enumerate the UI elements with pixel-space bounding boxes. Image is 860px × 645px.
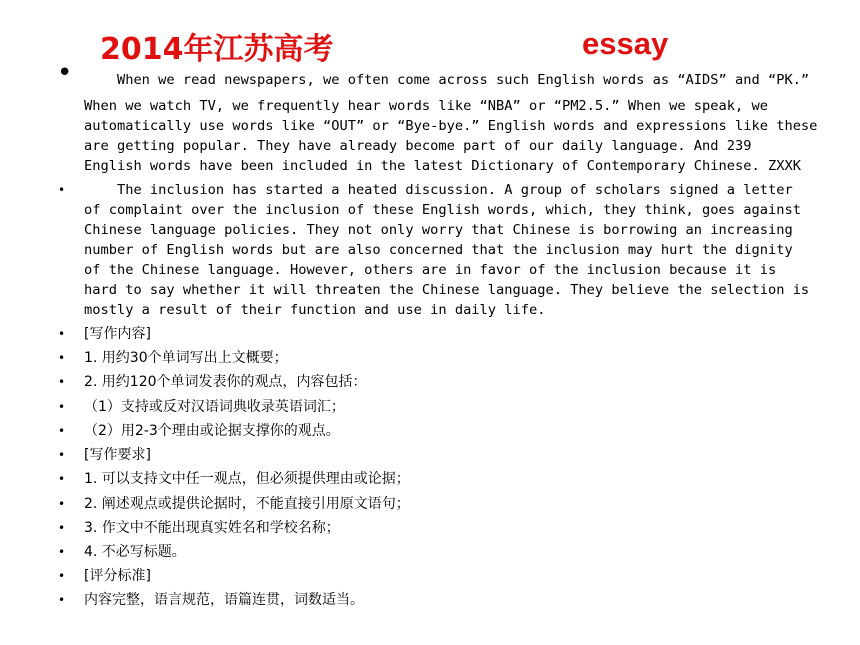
requirement-item: 1. 可以支持文中任一观点，但必须提供理由或论据；	[84, 471, 410, 487]
section-heading-scoring: [评分标准]	[84, 568, 151, 584]
passage-line: of the Chinese language. However, others are in favor of the inclusion because it is	[84, 262, 777, 278]
bullet-icon: •	[58, 593, 66, 607]
requirement-item: 2. 阐述观点或提供论据时，不能直接引用原文语句；	[84, 496, 410, 512]
bullet-icon: •	[58, 569, 66, 583]
requirement-item: 4. 不必写标题。	[84, 544, 186, 560]
bullet-icon: •	[58, 327, 66, 341]
requirement-item: 1. 用约30个单词写出上文概要；	[84, 350, 288, 366]
bullet-icon: •	[58, 375, 66, 389]
passage-line: number of English words but are also concerned that the inclusion may hurt the dignity	[84, 242, 793, 258]
bullet-icon: •	[58, 472, 66, 486]
requirement-item: 2. 用约120个单词发表你的观点，内容包括：	[84, 374, 367, 390]
passage-line: The inclusion has started a heated discussion. A group of scholars signed a letter	[84, 182, 793, 198]
bullet-icon: •	[58, 521, 66, 535]
bullet-icon: •	[58, 400, 66, 414]
page-title: 2014年江苏高考	[100, 32, 334, 67]
passage-line: English words have been included in the latest Dictionary of Contemporary Chinese. ZXXK	[84, 158, 801, 174]
scoring-item: 内容完整，语言规范，语篇连贯，词数适当。	[84, 592, 364, 608]
passage-line: When we read newspapers, we often come across such English words as “AIDS” and “PK.”	[84, 72, 810, 88]
requirement-item: （1）支持或反对汉语词典收录英语词汇；	[84, 399, 345, 415]
passage-line: When we watch TV, we frequently hear words like “NBA” or “PM2.5.” When we speak, we	[84, 98, 768, 114]
passage-line: hard to say whether it will threaten the Chinese language. They believe the selection is	[84, 282, 810, 298]
passage-line: Chinese language policies. They not only worry that Chinese is borrowing an increasing	[84, 222, 793, 238]
section-heading-requirements: [写作要求]	[84, 447, 151, 463]
bullet-icon: •	[58, 448, 66, 462]
requirement-item: 3. 作文中不能出现真实姓名和学校名称；	[84, 520, 340, 536]
passage-line: are getting popular. They have already become part of our daily language. And 239	[84, 138, 752, 154]
bullet-icon: •	[57, 58, 73, 88]
bullet-icon: •	[58, 497, 66, 511]
passage-line: mostly a result of their function and use in daily life.	[84, 302, 546, 318]
passage-line: automatically use words like “OUT” or “Bye-bye.” English words and expressions like these	[84, 118, 818, 134]
essay-label: essay	[582, 26, 669, 61]
bullet-icon: •	[58, 351, 66, 365]
section-heading-content: [写作内容]	[84, 326, 151, 342]
bullet-icon: •	[58, 545, 66, 559]
bullet-icon: •	[58, 183, 66, 197]
bullet-icon: •	[58, 424, 66, 438]
passage-line: of complaint over the inclusion of these English words, which, they think, goes against	[84, 202, 801, 218]
requirement-item: （2）用2-3个理由或论据支撑你的观点。	[84, 423, 340, 439]
